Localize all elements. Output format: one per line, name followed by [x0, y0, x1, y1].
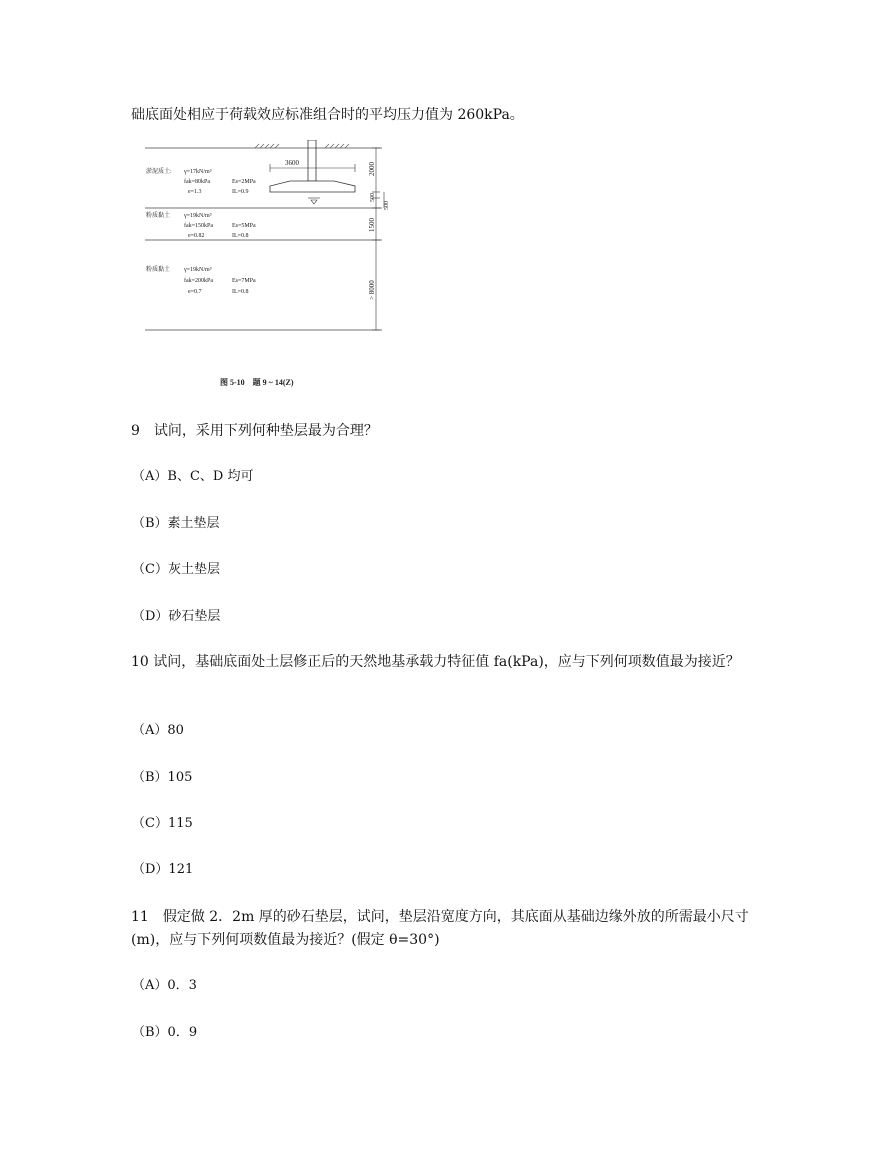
q10-option-c: （C）115	[132, 816, 193, 831]
dim-8000-label: > 8000	[368, 280, 376, 300]
q9-stem: 9 试问，采用下列何种垫层最为合理？	[131, 423, 378, 439]
layer3-e: e=0.7	[188, 289, 202, 295]
q9-option-b: （B）素土垫层	[132, 516, 220, 531]
dim-depth-label: 2000	[368, 162, 376, 176]
q10-option-b: （B）105	[132, 770, 193, 785]
q11-option-a: （A）0．3	[132, 978, 197, 993]
q10-stem: 10 试问，基础底面处土层修正后的天然地基承载力特征值 fa(kPa)，应与下列何项数值最为接近？	[131, 654, 740, 670]
layer3-name: 粉质黏土	[146, 267, 171, 273]
layer2-gamma: γ=19kN/m³	[184, 213, 212, 219]
layer2-e: e=0.82	[188, 233, 205, 239]
layer2-il: IL=0.8	[232, 233, 249, 239]
intro-text: 础底面处相应于荷载效应标准组合时的平均压力值为 260kPa。	[131, 107, 524, 123]
layer1-e: e=1.3	[188, 189, 202, 195]
q9-option-d: （D）砂石垫层	[132, 609, 221, 624]
layer3-es: Es=7MPa	[232, 278, 256, 284]
q9-option-c: （C）灰土垫层	[132, 562, 220, 577]
soil-profile-figure	[140, 140, 390, 392]
dim-1500-label: 1500	[368, 218, 376, 232]
q10-option-d: （D）121	[132, 862, 194, 877]
dim-500b-label: 500	[384, 201, 390, 210]
layer1-il: IL=0.9	[232, 189, 249, 195]
layer2-name: 粉质黏土	[146, 213, 171, 219]
layer3-fak: fak=200kPa	[184, 278, 214, 284]
layer2-fak: fak=150kPa	[184, 223, 214, 229]
dim-500-label: 500	[370, 193, 376, 202]
dim-width-label: 3600	[285, 159, 299, 167]
layer1-es: Es=2MPa	[232, 179, 256, 185]
layer1-name: 淤泥质土:	[146, 169, 172, 175]
layer2-es: Es=5MPa	[232, 223, 256, 229]
layer1-gamma: γ=17kN/m³	[184, 169, 212, 175]
q10-option-a: （A）80	[132, 723, 184, 738]
layer3-il: IL=0.8	[232, 289, 249, 295]
layer1-fak: fak=80kPa	[184, 179, 211, 185]
q11-option-b: （B）0．9	[132, 1025, 198, 1040]
q11-stem: 11 假定做 2．2m 厚的砂石垫层，试问，垫层沿宽度方向，其底面从基础边缘外放的所需最小尺寸(m)，应与下列何项数值最为接近？(假定 θ=30°)	[131, 909, 749, 948]
q9-option-a: （A）B、C、D 均可	[132, 469, 254, 484]
layer3-gamma: γ=19kN/m³	[184, 267, 212, 273]
figure-caption: 图 5-10 题 9 ~ 14(Z)	[220, 378, 294, 387]
